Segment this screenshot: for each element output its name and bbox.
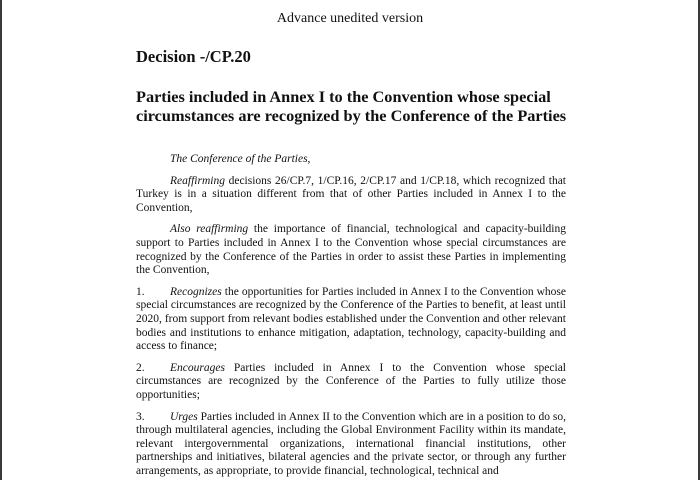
- operative-number-3: 3.: [136, 410, 145, 423]
- operative-lead-3: Urges: [170, 410, 198, 423]
- decision-title: Decision -/CP.20: [136, 47, 251, 66]
- operative-paragraph-1: [136, 286, 566, 354]
- operative-number-2: 2.: [136, 361, 145, 374]
- operative-number-1: 1.: [136, 285, 145, 298]
- operative-lead-1: Recognizes: [170, 285, 222, 298]
- operative-text-1: the opportunities for Parties included in Annex I to the Convention whose special circumstances are recognized by the Conference of the Parties to benefit, at least until 2020, from support from relevant bodies established under the Convention and other relevant bodies and institutions to enhance mitigation, adaptation, technology, capacity-building and access to finance;: [136, 285, 566, 353]
- preamble-opening-text: The Conference of the Parties,: [170, 153, 311, 165]
- decision-heading: Parties included in Annex I to the Convention whose special circumstances are recognized by the Conference of the Parties: [136, 87, 567, 125]
- operative-paragraph-3: [136, 411, 566, 479]
- document-page: [2, 0, 698, 480]
- operative-lead-2: Encourages: [170, 361, 225, 374]
- operative-text-2: Parties included in Annex I to the Convention whose special circumstances are recognized by the Conference of the Parties to fully utilize those opportunities;: [136, 361, 566, 401]
- preamble-p1-lead: Reaffirming: [170, 174, 225, 187]
- preamble-paragraph-1: [136, 175, 566, 216]
- preamble-p1-text: decisions 26/CP.7, 1/CP.16, 2/CP.17 and 1/CP.18, which recognized that Turkey is in a situation different from that of other Parties included in Annex I to the Convention,: [136, 174, 566, 214]
- operative-paragraph-2: [136, 362, 566, 403]
- preamble-paragraph-2: [136, 223, 566, 277]
- preamble-p2-lead: Also reaffirming: [170, 223, 249, 236]
- decision-body: [136, 153, 566, 480]
- version-header: Advance unedited version: [276, 11, 424, 26]
- preamble-p2-text: the importance of financial, technological and capacity-building support to Parties included in Annex I to the Convention whose special circumstances are recognized by the Conference of the Parties in order to assist these Parties in implementing the Convention,: [136, 223, 566, 277]
- preamble-opening: [136, 153, 566, 167]
- operative-text-3: Parties included in Annex II to the Convention which are in a position to do so, through multilateral agencies, including the Global Environment Facility within its mandate, relevant intergovernmental organizations, international financial institutions, other partnerships and initiatives, bilateral agencies and the private sector, or through any further arrangements, as appropriate, to provide financial, technological, technical and: [136, 410, 566, 477]
